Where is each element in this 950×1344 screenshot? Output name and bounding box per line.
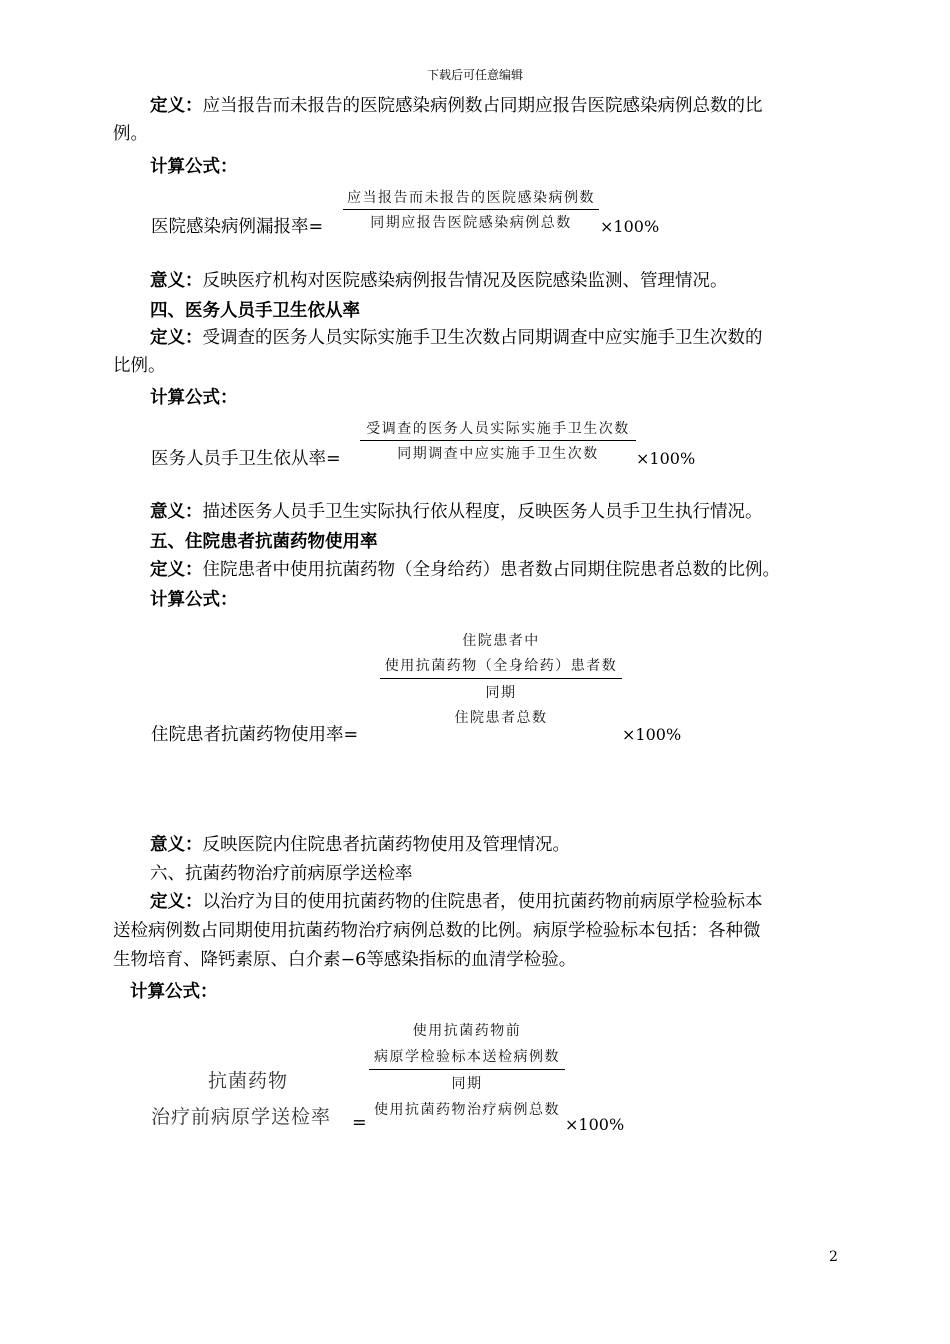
formula-lhs: 医院感染病例漏报率= — [151, 217, 324, 237]
formula-denominator-line1: 同期 — [485, 685, 517, 701]
meaning-label: 意义： — [150, 271, 203, 291]
formula-denominator: 同期应报告医院感染病例总数 — [370, 215, 572, 231]
formula-numerator-line1: 使用抗菌药物前 — [412, 1023, 522, 1039]
definition-text-continued: 生物培育、降钙素原、白介素−6等感染指标的血清学检验。 — [113, 950, 577, 970]
section-title: 四、医务人员手卫生依从率 — [150, 301, 360, 321]
definition-text-continued: 例。 — [113, 124, 148, 144]
formula-numerator: 受调查的医务人员实际实施手卫生次数 — [366, 421, 630, 437]
definition-line — [150, 325, 763, 351]
formula-label: 计算公式： — [150, 590, 238, 610]
formula-numerator-line2: 病原学检验标本送检病例数 — [374, 1049, 560, 1065]
formula-lhs: 医务人员手卫生依从率= — [151, 449, 341, 469]
definition-line — [150, 557, 780, 583]
meaning-text: 反映医疗机构对医院感染病例报告情况及医院感染监测、管理情况。 — [202, 271, 728, 291]
page-number: 2 — [829, 1249, 838, 1265]
formula-multiplier: ×100% — [636, 449, 696, 468]
formula-denominator: 同期调查中应实施手卫生次数 — [397, 446, 599, 462]
page-header: 下载后可任意编辑 — [426, 68, 523, 82]
definition-label: 定义： — [150, 328, 203, 348]
formula-lhs-line1: 抗菌药物 — [208, 1070, 289, 1092]
meaning-line — [150, 268, 728, 294]
formula-label: 计算公式： — [150, 388, 238, 408]
formula-multiplier: ×100% — [565, 1115, 625, 1134]
fraction-bar — [369, 1069, 565, 1070]
fraction-bar — [343, 209, 599, 210]
definition-text: 以治疗为目的使用抗菌药物的住院患者，使用抗菌药物前病原学检验标本 — [202, 892, 763, 912]
formula-equals: = — [352, 1113, 367, 1133]
section-title: 六、抗菌药物治疗前病原学送检率 — [150, 864, 413, 884]
definition-label: 定义： — [150, 96, 203, 116]
definition-label: 定义： — [150, 892, 203, 912]
formula-multiplier: ×100% — [622, 725, 682, 744]
formula-denominator-line2: 住院患者总数 — [454, 710, 548, 726]
fraction-bar — [360, 440, 636, 441]
definition-text: 住院患者中使用抗菌药物（全身给药）患者数占同期住院患者总数的比例。 — [202, 560, 780, 580]
definition-text-continued: 送检病例数占同期使用抗菌药物治疗病例总数的比例。病原学检验标本包括：各种微 — [113, 921, 761, 941]
meaning-label: 意义： — [150, 835, 203, 855]
formula-denominator-line2: 使用抗菌药物治疗病例总数 — [374, 1102, 560, 1118]
fraction-bar — [380, 678, 622, 679]
definition-label: 定义： — [150, 560, 203, 580]
formula-denominator-line1: 同期 — [451, 1076, 483, 1092]
definition-text: 受调查的医务人员实际实施手卫生次数占同期调查中应实施手卫生次数的 — [202, 328, 763, 348]
definition-text-continued: 比例。 — [113, 356, 166, 376]
meaning-text: 描述医务人员手卫生实际执行依从程度，反映医务人员手卫生执行情况。 — [202, 502, 763, 522]
formula-label: 计算公式： — [150, 157, 238, 177]
definition-text: 应当报告而未报告的医院感染病例数占同期应报告医院感染病例总数的比 — [202, 96, 763, 116]
formula-numerator-line2: 使用抗菌药物（全身给药）患者数 — [384, 658, 618, 674]
meaning-line — [150, 832, 570, 858]
formula-lhs-line2: 治疗前病原学送检率 — [151, 1106, 332, 1128]
formula-numerator-line1: 住院患者中 — [462, 633, 540, 649]
formula-label: 计算公式： — [130, 982, 218, 1002]
meaning-text: 反映医院内住院患者抗菌药物使用及管理情况。 — [202, 835, 570, 855]
meaning-label: 意义： — [150, 502, 203, 522]
section-title: 五、住院患者抗菌药物使用率 — [150, 532, 378, 552]
definition-line — [150, 93, 763, 119]
formula-multiplier: ×100% — [600, 217, 660, 236]
definition-line — [150, 889, 763, 915]
formula-numerator: 应当报告而未报告的医院感染病例数 — [347, 190, 595, 206]
formula-lhs: 住院患者抗菌药物使用率= — [151, 725, 359, 745]
meaning-line — [150, 499, 763, 525]
